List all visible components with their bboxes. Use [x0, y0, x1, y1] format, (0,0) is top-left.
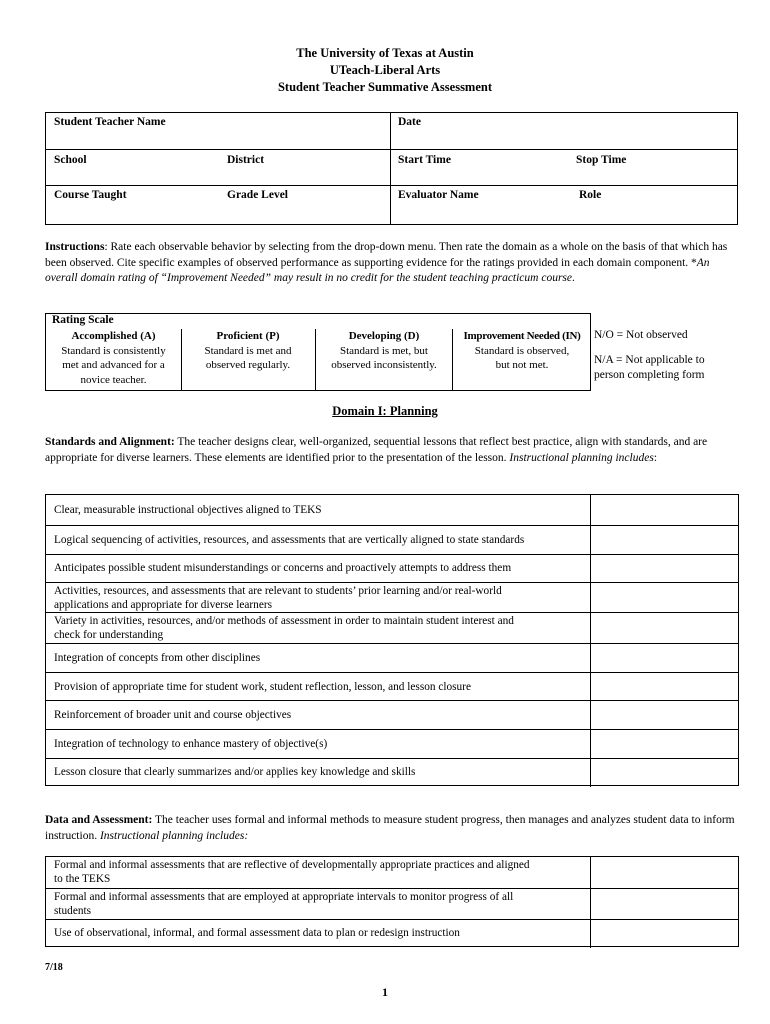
domain-title: Domain I: Planning [332, 404, 438, 418]
assessment-criteria-table [45, 856, 739, 947]
grade-level-field[interactable]: Grade Level [227, 189, 288, 201]
district-field[interactable]: District [227, 154, 265, 166]
rating-scale [45, 313, 591, 391]
evaluator-name-field[interactable]: Evaluator Name [398, 189, 479, 201]
school-field[interactable]: School [54, 154, 87, 166]
rating-dropdown[interactable] [590, 920, 738, 948]
instructions: Instructions: Rate each observable behavior by selecting from the drop-down menu. Then rate the domain as a whole on the basis of that which has been observed. Cite specific examples of observed performance as supporting evidence for the ratings provided in each domain component. *An overall domain rating of “Improvement Needed” may result in no credit for the student teaching practicum course. [45, 241, 728, 284]
start-time-field[interactable]: Start Time [398, 154, 451, 166]
table-row: Reinforcement of broader unit and course objectives [46, 700, 738, 729]
planning-criteria-table [45, 494, 739, 786]
rating-dropdown[interactable] [590, 889, 738, 919]
rating-improvement-needed: Improvement Needed (IN) Standard is observed, but not met. [463, 330, 581, 371]
rating-dropdown[interactable] [590, 583, 738, 612]
rating-dropdown[interactable] [590, 857, 738, 888]
table-row: Formal and informal assessments that are employed at appropriate intervals to monitor progress of all students [46, 888, 738, 919]
rating-accomplished: Accomplished (A) Standard is consistently met and advanced for a novice teacher. [61, 330, 166, 386]
rating-dropdown[interactable] [590, 613, 738, 643]
rating-dropdown[interactable] [590, 526, 738, 554]
course-taught-field[interactable]: Course Taught [54, 189, 127, 201]
student-teacher-name-field[interactable]: Student Teacher Name [54, 116, 166, 128]
info-table [45, 112, 738, 225]
table-row: Use of observational, informal, and formal assessment data to plan or redesign instruction [46, 919, 738, 948]
rating-no-observed: N/O = Not observed [594, 329, 688, 341]
table-row: Integration of technology to enhance mastery of objective(s) [46, 729, 738, 758]
rating-dropdown[interactable] [590, 730, 738, 758]
table-row: Logical sequencing of activities, resources, and assessments that are vertically aligned to state standards [46, 525, 738, 554]
table-row: Anticipates possible student misunderstandings or concerns and proactively attempts to address them [46, 554, 738, 582]
rating-dropdown[interactable] [590, 759, 738, 787]
standards-alignment-intro: Standards and Alignment: The teacher designs clear, well-organized, sequential lessons that reflect best practice, align with standards, and are appropriate for diverse learners. These elements are identified prior to the presentation of the lesson. Instructional planning includes: [45, 436, 708, 464]
data-assessment-intro: Data and Assessment: The teacher uses formal and informal methods to measure student progress, then manages and analyzes student data to inform instruction. Instructional planning includes: [45, 814, 735, 842]
version-label: 7/18 [45, 962, 63, 973]
table-row: Formal and informal assessments that are reflective of developmentally appropriate practices and aligned to the TEKS [46, 857, 738, 888]
page-number: 1 [382, 985, 388, 999]
form-title: Student Teacher Summative Assessment [277, 80, 493, 94]
program-title: UTeach-Liberal Arts [329, 63, 441, 77]
rating-dropdown[interactable] [590, 644, 738, 672]
rating-scale-title: Rating Scale [52, 314, 114, 326]
date-field[interactable]: Date [398, 116, 421, 128]
university-title: The University of Texas at Austin [296, 46, 474, 60]
table-row: Integration of concepts from other disciplines [46, 643, 738, 672]
table-row: Clear, measurable instructional objectives aligned to TEKS [46, 495, 738, 525]
rating-developing: Developing (D) Standard is met, but observed inconsistently. [331, 330, 437, 371]
rating-dropdown[interactable] [590, 701, 738, 729]
rating-na: N/A = Not applicable to person completing form [594, 354, 705, 381]
table-row: Provision of appropriate time for student work, student reflection, lesson, and lesson closure [46, 672, 738, 700]
table-row: Lesson closure that clearly summarizes and/or applies key knowledge and skills [46, 758, 738, 787]
rating-dropdown[interactable] [590, 673, 738, 700]
rating-dropdown[interactable] [590, 495, 738, 525]
rating-dropdown[interactable] [590, 555, 738, 582]
stop-time-field[interactable]: Stop Time [576, 154, 627, 166]
rating-proficient: Proficient (P) Standard is met and observed regularly. [204, 330, 292, 371]
table-row: Variety in activities, resources, and/or methods of assessment in order to maintain student interest and check for understanding [46, 612, 738, 643]
table-row: Activities, resources, and assessments that are relevant to students’ prior learning and/or real-world applications and appropriate for diverse learners [46, 582, 738, 612]
role-field[interactable]: Role [579, 189, 602, 201]
